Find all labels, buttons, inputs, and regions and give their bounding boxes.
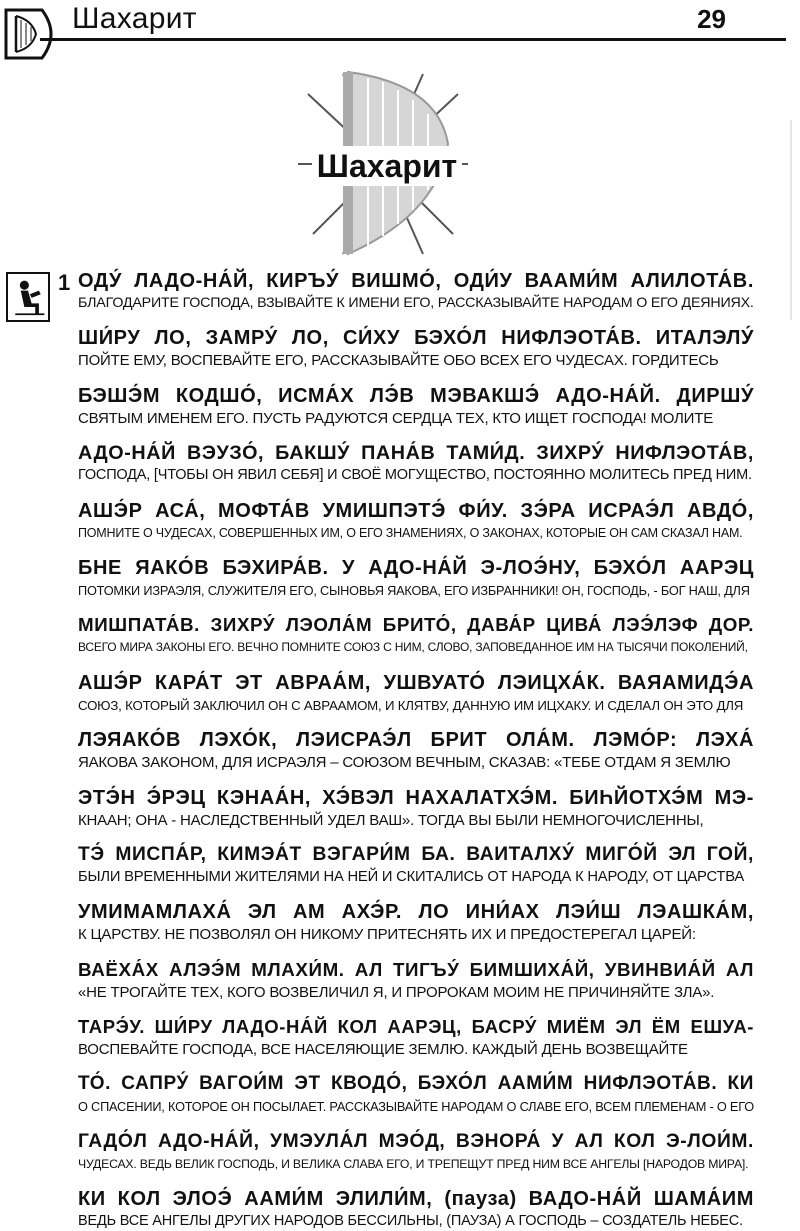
translation-line: БЛАГОДАРИТЕ ГОСПОДА, ВЗЫВАЙТЕ К ИМЕНИ ЕГО, РАССКАЗЫВАЙТЕ НАРОДАМ О ЕГО ДЕЯНИЯХ. xyxy=(78,295,754,311)
translation-line: О СПАСЕНИИ, КОТОРОЕ ОН ПОСЫЛАЕТ. РАССКАЗЫВАЙТЕ НАРОДАМ О СЛАВЕ ЕГО, ВСЕМ ПЛЕМЕНАМ - О ЕГО xyxy=(78,1099,754,1115)
transliteration-line: ВАЁХА́Х АЛЭЭ́М МЛАХИ́М. АЛ ТИГЪУ́ БИМШИХА́Й, УВИНВИА́Й АЛ xyxy=(78,958,754,980)
verse-line-pair xyxy=(78,785,754,830)
translation-line: ВСЕГО МИРА ЗАКОНЫ ЕГО. ВЕЧНО ПОМНИТЕ СОЮЗ С НИМ, СЛОВО, ЗАПОВЕДАННОЕ ИМ НА ТЫСЯЧИ ПОКОЛЕНИЙ, xyxy=(78,640,748,655)
page-edge-shadow xyxy=(790,120,792,320)
translation-line: ЯАКОВА ЗАКОНОМ, ДЛЯ ИСРАЭЛЯ – СОЮЗОМ ВЕЧНЫМ, СКАЗАВ: «ТЕБЕ ОТДАМ Я ЗЕМЛЮ xyxy=(78,754,731,772)
transliteration-line: ТЭ́ МИСПА́Р, КИМЭА́Т ВЭГАРИ́М БА. ВАИТАЛХУ́ МИГО́Й ЭЛ ГОЙ, xyxy=(78,843,754,865)
verse-line-pair xyxy=(78,268,754,313)
header-rule xyxy=(40,38,786,41)
page-number: 29 xyxy=(697,4,726,34)
harp-badge-icon xyxy=(2,4,66,64)
verse-line-pair xyxy=(78,612,754,657)
verse-number: 1 xyxy=(58,270,71,295)
transliteration-line: ОДУ́ ЛАДО-НА́Й, КИРЪУ́ ВИШМО́, ОДИ́У ВААМИ́М АЛИЛОТА́В. xyxy=(78,270,754,292)
translation-line: «НЕ ТРОГАЙТЕ ТЕХ, КОГО ВОЗВЕЛИЧИЛ Я, И ПРОРОКАМ МОИМ НЕ ПРИЧИНЯЙТЕ ЗЛА». xyxy=(78,983,715,1001)
verse-line-pair xyxy=(78,957,754,1002)
transliteration-line: АДО-НА́Й ВЭУЗО́, БАКШУ́ ПАНА́В ТАМИ́Д. ЗИХРУ́ НИФЛЭОТА́В, xyxy=(78,442,754,465)
transliteration-line: МИШПАТА́В. ЗИХРУ́ ЛЭОЛА́М БРИТО́, ДАВА́Р ЦИВА́ ЛЭЭ́ЛЭФ ДОР. xyxy=(78,614,754,636)
translation-line: ВОСПЕВАЙТЕ ГОСПОДА, ВСЕ НАСЕЛЯЮЩИЕ ЗЕМЛЮ. КАЖДЫЙ ДЕНЬ ВОЗВЕЩАЙТЕ xyxy=(78,1041,688,1059)
transliteration-line: БЭШЭ́М КОДШО́, ИСМА́Х ЛЭ́В МЭВАКШЭ́ АДО-НА́Й. ДИРШУ́ xyxy=(78,384,754,407)
transliteration-line: ТО́. САПРУ́ ВАГОИ́М ЭТ КВОДО́, БЭХО́Л ААМИ́М НИФЛЭОТА́В. КИ xyxy=(78,1073,754,1095)
transliteration-line: АШЭ́Р АСА́, МОФТА́В УМИШПЭТЭ́ ФИ́У. ЗЭ́РА ИСРАЭ́Л АВДО́, xyxy=(78,499,754,522)
verse-line-pair xyxy=(78,1014,754,1059)
seated-reader-icon xyxy=(6,272,50,322)
page-header xyxy=(0,0,800,60)
transliteration-line: ГАДО́Л АДО-НА́Й, УМЭУЛА́Л МЭО́Д, ВЭНОРА́ У АЛ КОЛ Э-ЛОИ́М. xyxy=(78,1130,754,1152)
verse-line-pair xyxy=(78,842,754,887)
verse-line-pair xyxy=(78,383,754,428)
verse-line-pair xyxy=(78,555,754,600)
transliteration-line: КИ КОЛ ЭЛОЭ́ ААМИ́М ЭЛИЛИ́М, (пауза) ВАДО-НА́Й ШАМА́ИМ xyxy=(78,1188,754,1211)
verse-line-pair xyxy=(78,440,754,485)
verse-line-pair xyxy=(78,1186,754,1231)
transliteration-line: ЛЭЯАКО́В ЛЭХО́К, ЛЭИСРАЭ́Л БРИТ ОЛА́М. ЛЭМО́Р: ЛЭХА́ xyxy=(78,729,754,752)
translation-line: БЫЛИ ВРЕМЕННЫМИ ЖИТЕЛЯМИ НА НЕЙ И СКИТАЛИСЬ ОТ НАРОДА К НАРОДУ, ОТ ЦАРСТВА xyxy=(78,868,745,885)
translation-line: ПОЙТЕ ЕМУ, ВОСПЕВАЙТЕ ЕГО, РАССКАЗЫВАЙТЕ ОБО ВСЕХ ЕГО ЧУДЕСАХ. ГОРДИТЕСЬ xyxy=(78,352,719,370)
verse-line-pair xyxy=(78,899,754,944)
transliteration-line: БНЕ ЯАКО́В БЭХИРА́В. У АДО-НА́Й Э-ЛОЭ́НУ, БЭХО́Л ААРЭЦ xyxy=(78,556,754,579)
transliteration-line: УМИМАМЛАХА́ ЭЛ АМ АХЭ́Р. ЛО ИНИ́АХ ЛЭИ́Ш ЛЭАШКА́М, xyxy=(78,901,754,924)
verse-line-pair xyxy=(78,1071,754,1116)
verse-line-pair xyxy=(78,1129,754,1174)
translation-line: К ЦАРСТВУ. НЕ ПОЗВОЛЯЛ ОН НИКОМУ ПРИТЕСНЯТЬ ИХ И ПРЕДОСТЕРЕГАЛ ЦАРЕЙ: xyxy=(78,926,696,944)
transliteration-line: АШЭ́Р КАРА́Т ЭТ АВРАА́М, УШВУАТО́ ЛЭИЦХА́К. ВАЯАМИДЭ́А xyxy=(78,671,754,694)
transliteration-line: ЭТЭ́Н Э́РЭЦ КЭНАА́Н, ХЭ́ВЭЛ НАХАЛАТХЭ́М. БИҺЙОТХЭ́М МЭ- xyxy=(78,786,754,809)
translation-line: СВЯТЫМ ИМЕНЕМ ЕГО. ПУСТЬ РАДУЮТСЯ СЕРДЦА ТЕХ, КТО ИЩЕТ ГОСПОДА! МОЛИТЕ xyxy=(78,409,714,427)
verse-line-pair xyxy=(78,325,754,370)
translation-line: ЧУДЕСАХ. ВЕДЬ ВЕЛИК ГОСПОДЬ, И ВЕЛИКА СЛАВА ЕГО, И ТРЕПЕЩУТ ПРЕД НИМ ВСЕ АНГЕЛЫ [НАРОДОВ МИРА]. xyxy=(78,1156,749,1171)
transliteration-line: ШИ́РУ ЛО, ЗАМРУ́ ЛО, СИ́ХУ БЭХО́Л НИФЛЭОТА́В. ИТАЛЭЛУ́ xyxy=(78,327,754,350)
prayer-text xyxy=(78,268,754,1231)
verse-line-pair xyxy=(78,498,754,543)
emblem-title: Шахарит xyxy=(312,146,462,186)
translation-line: ВЕДЬ ВСЕ АНГЕЛЫ ДРУГИХ НАРОДОВ БЕССИЛЬНЫ, (ПАУЗА) А ГОСПОДЬ – СОЗДАТЕЛЬ НЕБЕС. xyxy=(78,1213,743,1230)
verse-line-pair xyxy=(78,670,754,715)
translation-line: КНААН; ОНА - НАСЛЕДСТВЕННЫЙ УДЕЛ ВАШ». ТОГДА ВЫ БЫЛИ НЕМНОГОЧИСЛЕННЫ, xyxy=(78,811,704,829)
verse-line-pair xyxy=(78,727,754,772)
translation-line: СОЮЗ, КОТОРЫЙ ЗАКЛЮЧИЛ ОН С АВРААМОМ, И КЛЯТВУ, ДАННУЮ ИМ ИЦХАКУ. И СДЕЛАЛ ОН ЭТО ДЛЯ xyxy=(78,697,744,713)
translation-line: ПОТОМКИ ИЗРАЭЛЯ, СЛУЖИТЕЛЯ ЕГО, СЫНОВЬЯ ЯАКОВА, ЕГО ИЗБРАННИКИ! ОН, ГОСПОДЬ, - БОГ НАШ, ДЛЯ xyxy=(78,582,750,598)
running-title: Шахарит xyxy=(72,2,197,35)
translation-line: ПОМНИТЕ О ЧУДЕСАХ, СОВЕРШЕННЫХ ИМ, О ЕГО ЗНАМЕНИЯХ, О ЗАКОНАХ, КОТОРЫЕ ОН САМ СКАЗАЛ НАМ. xyxy=(78,525,743,540)
translation-line: ГОСПОДА, [ЧТОБЫ ОН ЯВИЛ СЕБЯ] И СВОЁ МОГУЩЕСТВО, ПОСТОЯННО МОЛИТЕСЬ ПРЕД НИМ. xyxy=(78,467,752,484)
transliteration-line: ТАРЭ́У. ШИ́РУ ЛАДО-НА́Й КОЛ ААРЭЦ, БАСРУ́ МИЁМ ЭЛ ЁМ ЕШУА- xyxy=(78,1016,755,1038)
